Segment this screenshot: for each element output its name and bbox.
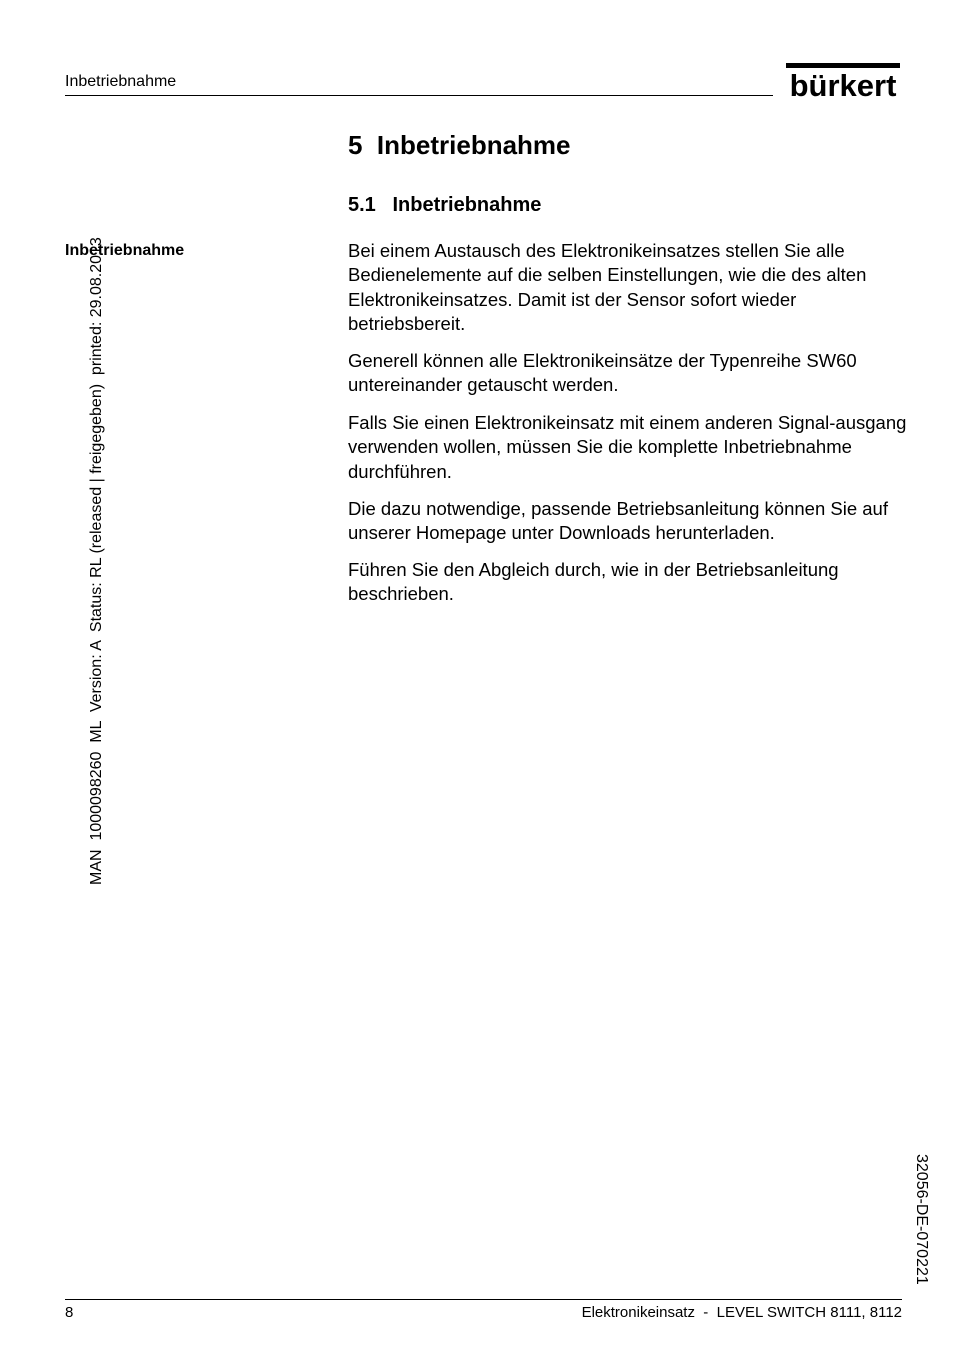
paragraph: Falls Sie einen Elektronikeinsatz mit einem anderen Signal-ausgang verwenden wollen, müssen Sie die komplette Inbetriebnahme durchführen. (348, 412, 907, 482)
logo-wordmark: bürkert (789, 68, 897, 100)
footer-document-title: Elektronikeinsatz - LEVEL SWITCH 8111, 8112 (581, 1304, 902, 1321)
footer-divider (65, 1299, 902, 1300)
paragraph: Führen Sie den Abgleich durch, wie in der Betriebsanleitung beschrieben. (348, 559, 839, 605)
page-number: 8 (65, 1304, 74, 1321)
burkert-logo (784, 62, 902, 100)
paragraph: Generell können alle Elektronikeinsätze der Typenreihe SW60 untereinander getauscht werden. (348, 350, 857, 396)
paragraph: Bei einem Austausch des Elektronikeinsatzes stellen Sie alle Bedienelemente auf die selben Einstellungen, wie die des alten Elektronikeinsatzes. Damit ist der Sensor sofort wieder betriebsbereit. (348, 240, 867, 334)
document-status-vertical: MAN 1000098260 ML Version: A Status: RL (released | freigegeben) printed: 29.08.2013 (88, 237, 105, 885)
header-divider (65, 95, 773, 96)
document-code-vertical: 32056-DE-070221 (913, 1154, 930, 1285)
margin-section-label: Inbetriebnahme (65, 242, 185, 259)
paragraph: Die dazu notwendige, passende Betriebsanleitung können Sie auf unserer Homepage unter Downloads herunterladen. (348, 498, 888, 544)
section-heading: 5.1 Inbetriebnahme (348, 194, 542, 216)
chapter-heading: 5 Inbetriebnahme (348, 130, 571, 160)
running-header-title: Inbetriebnahme (65, 73, 177, 90)
